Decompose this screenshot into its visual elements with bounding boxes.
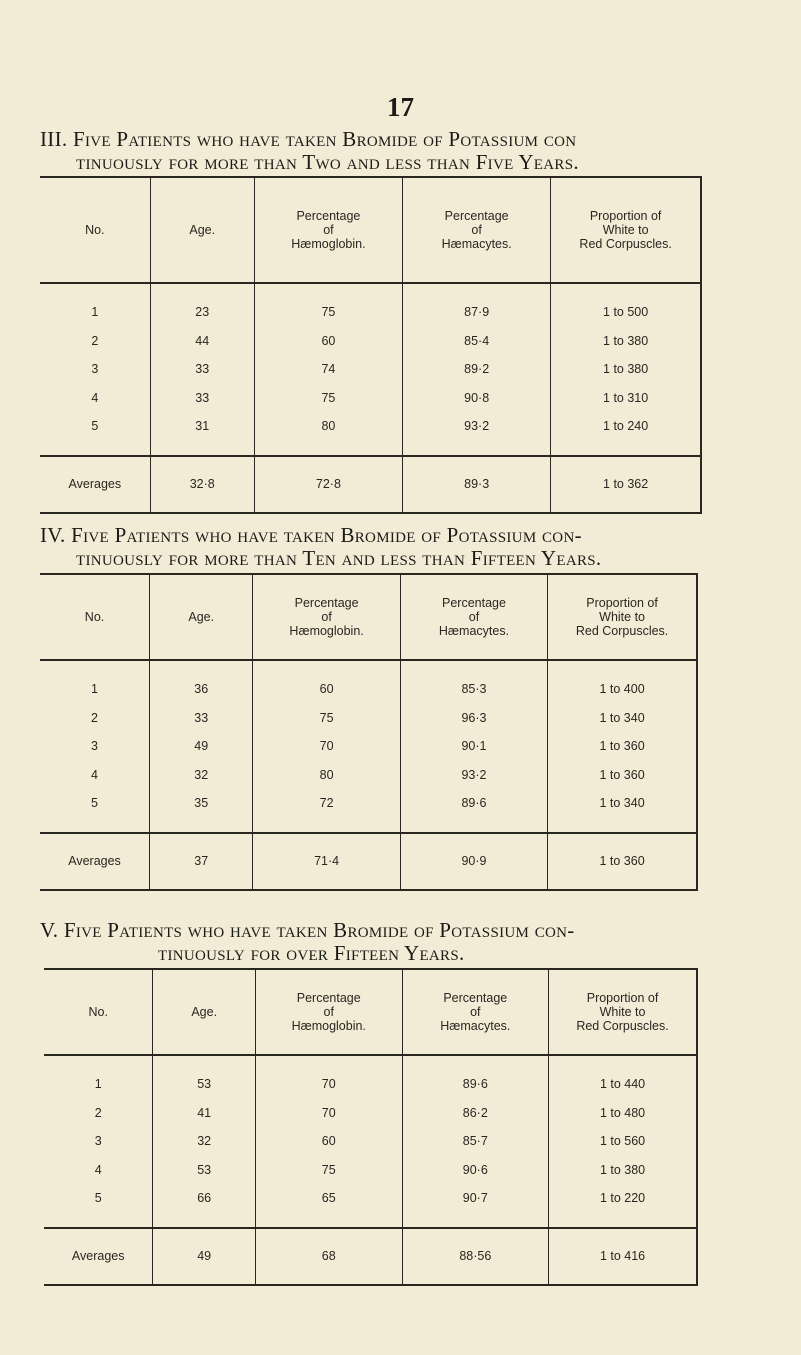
header-no: No. [44, 969, 153, 1055]
heading-line-2: tinuously for more than Two and less than Five Years. [76, 150, 579, 174]
cell-hm: 90·7 [402, 1184, 549, 1228]
cell-no: 2 [94, 1105, 102, 1120]
cell-averages-label: Averages [40, 456, 150, 513]
cell-no: 5 [91, 796, 98, 810]
cell-averages-label: Averages [40, 833, 150, 890]
cell-hb: 72·8 [254, 456, 402, 513]
cell-hm: 86·2 [402, 1099, 549, 1128]
section-heading [40, 919, 801, 965]
averages-row [44, 1228, 697, 1285]
cell-prop: 1 to 340 [548, 789, 697, 833]
header-no: No. [40, 177, 150, 283]
cell-prop: 1 to 240 [551, 412, 701, 456]
cell-hb: 60 [253, 660, 400, 704]
cell-hb: 75 [254, 384, 402, 413]
heading-line-2: tinuously for more than Ten and less than Fifteen Years. [76, 546, 602, 570]
header-haemoglobin: Percentage of Hæmoglobin. [253, 574, 400, 660]
cell-age: 32·8 [150, 456, 254, 513]
cell-hb: 75 [254, 283, 402, 327]
cell-age: 66 [153, 1184, 256, 1228]
table-row [40, 660, 697, 704]
cell-age: 31 [150, 412, 254, 456]
table-row [40, 732, 697, 761]
table-row [44, 1127, 697, 1156]
section-iv [0, 524, 801, 570]
cell-hb: 60 [254, 327, 402, 356]
table-iv [40, 573, 698, 891]
header-age: Age. [153, 969, 256, 1055]
header-haemoglobin: Percentage of Hæmoglobin. [254, 177, 402, 283]
table-row [44, 1184, 697, 1228]
cell-hb: 74 [254, 355, 402, 384]
cell-prop: 1 to 340 [548, 704, 697, 733]
header-proportion: Proportion of White to Red Corpuscles. [549, 969, 697, 1055]
cell-prop: 1 to 310 [551, 384, 701, 413]
cell-hb: 60 [255, 1127, 402, 1156]
cell-no: 5 [94, 1191, 102, 1205]
page-number: 17 [387, 92, 414, 122]
cell-hm: 89·3 [403, 456, 551, 513]
cell-no: 4 [91, 390, 99, 405]
cell-prop: 1 to 362 [551, 456, 701, 513]
cell-hb: 65 [255, 1184, 402, 1228]
header-no: No. [40, 574, 150, 660]
cell-hm: 90·8 [403, 384, 551, 413]
table-row [40, 384, 701, 413]
table-row [44, 1099, 697, 1128]
cell-age: 53 [153, 1156, 256, 1185]
heading-line-1: V. Five Patients who have taken Bromide of Potassium con- [40, 918, 575, 942]
heading-line-1: III. Five Patients who have taken Bromide of Potassium con [40, 127, 577, 151]
table-row [40, 355, 701, 384]
table-iii [40, 176, 702, 514]
cell-hb: 70 [255, 1099, 402, 1128]
cell-age: 33 [150, 704, 253, 733]
section-heading [40, 128, 801, 174]
cell-age: 32 [150, 761, 253, 790]
cell-prop: 1 to 380 [549, 1156, 697, 1185]
cell-prop: 1 to 220 [549, 1184, 697, 1228]
cell-age: 49 [150, 732, 253, 761]
cell-prop: 1 to 380 [551, 355, 701, 384]
cell-hb: 80 [253, 761, 400, 790]
cell-age: 53 [153, 1055, 256, 1099]
cell-hb: 71·4 [253, 833, 400, 890]
cell-no: 5 [91, 419, 99, 433]
cell-hm: 90·9 [400, 833, 547, 890]
table-row [40, 327, 701, 356]
cell-hb: 70 [255, 1055, 402, 1099]
cell-no: 1 [91, 682, 98, 696]
cell-hb: 75 [253, 704, 400, 733]
cell-no: 2 [91, 710, 98, 725]
heading-line-1: IV. Five Patients who have taken Bromide of Potassium con- [40, 523, 582, 547]
cell-prop: 1 to 360 [548, 732, 697, 761]
table-row [40, 412, 701, 456]
cell-prop: 1 to 480 [549, 1099, 697, 1128]
cell-prop: 1 to 500 [551, 283, 701, 327]
cell-hm: 96·3 [400, 704, 547, 733]
cell-age: 36 [150, 660, 253, 704]
cell-no: 1 [91, 305, 99, 319]
cell-age: 23 [150, 283, 254, 327]
cell-prop: 1 to 416 [549, 1228, 697, 1285]
table-row [44, 1055, 697, 1099]
header-age: Age. [150, 574, 253, 660]
cell-prop: 1 to 440 [549, 1055, 697, 1099]
cell-age: 41 [153, 1099, 256, 1128]
cell-prop: 1 to 560 [549, 1127, 697, 1156]
header-haemacytes: Percentage of Hæmacytes. [403, 177, 551, 283]
header-row [40, 177, 701, 283]
table-v [44, 968, 698, 1286]
cell-hm: 90·1 [400, 732, 547, 761]
cell-age: 49 [153, 1228, 256, 1285]
cell-age: 44 [150, 327, 254, 356]
cell-hm: 85·7 [402, 1127, 549, 1156]
cell-no: 4 [91, 767, 98, 782]
table-row [40, 704, 697, 733]
cell-no: 3 [91, 739, 98, 753]
table-row [44, 1156, 697, 1185]
cell-age: 32 [153, 1127, 256, 1156]
cell-hm: 85·4 [403, 327, 551, 356]
header-row [40, 574, 697, 660]
cell-hb: 80 [254, 412, 402, 456]
header-haemoglobin: Percentage of Hæmoglobin. [255, 969, 402, 1055]
header-proportion: Proportion of White to Red Corpuscles. [548, 574, 697, 660]
section-v [0, 919, 801, 965]
cell-hb: 75 [255, 1156, 402, 1185]
cell-hm: 89·6 [402, 1055, 549, 1099]
cell-hb: 70 [253, 732, 400, 761]
averages-row [40, 833, 697, 890]
cell-age: 33 [150, 384, 254, 413]
cell-no: 1 [94, 1077, 102, 1091]
cell-age: 37 [150, 833, 253, 890]
cell-hm: 93·2 [400, 761, 547, 790]
cell-hm: 88·56 [402, 1228, 549, 1285]
cell-no: 3 [91, 362, 99, 376]
heading-line-2: tinuously for over Fifteen Years. [158, 941, 465, 965]
cell-hb: 72 [253, 789, 400, 833]
section-heading [40, 524, 801, 570]
cell-no: 3 [94, 1134, 102, 1148]
table-row [40, 789, 697, 833]
cell-hm: 93·2 [403, 412, 551, 456]
cell-hm: 89·2 [403, 355, 551, 384]
cell-hb: 68 [255, 1228, 402, 1285]
cell-age: 35 [150, 789, 253, 833]
cell-no: 4 [94, 1162, 102, 1177]
header-haemacytes: Percentage of Hæmacytes. [402, 969, 549, 1055]
averages-row [40, 456, 701, 513]
cell-prop: 1 to 380 [551, 327, 701, 356]
cell-hm: 89·6 [400, 789, 547, 833]
table-row [40, 761, 697, 790]
header-proportion: Proportion of White to Red Corpuscles. [551, 177, 701, 283]
cell-prop: 1 to 360 [548, 761, 697, 790]
cell-no: 2 [91, 333, 99, 348]
header-age: Age. [150, 177, 254, 283]
header-row [44, 969, 697, 1055]
cell-prop: 1 to 400 [548, 660, 697, 704]
cell-hm: 85·3 [400, 660, 547, 704]
cell-prop: 1 to 360 [548, 833, 697, 890]
cell-hm: 90·6 [402, 1156, 549, 1185]
cell-age: 33 [150, 355, 254, 384]
cell-averages-label: Averages [44, 1228, 153, 1285]
section-iii [0, 128, 801, 174]
cell-hm: 87·9 [403, 283, 551, 327]
table-row [40, 283, 701, 327]
header-haemacytes: Percentage of Hæmacytes. [400, 574, 547, 660]
